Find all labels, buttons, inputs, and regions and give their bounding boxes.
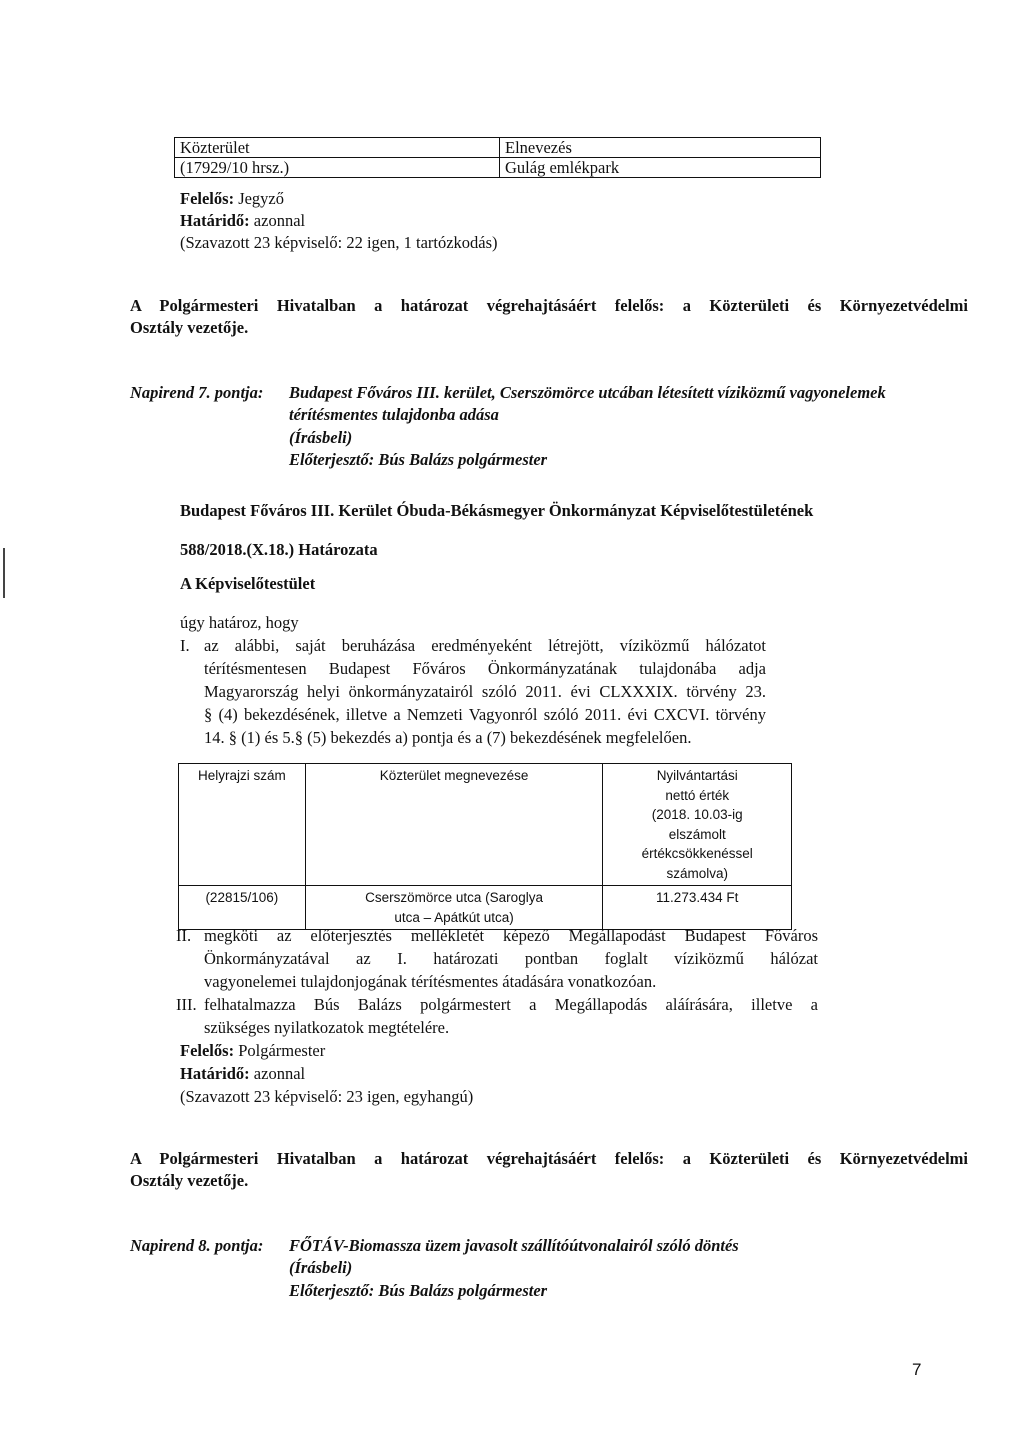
responsible-value: Polgármester	[234, 1041, 326, 1060]
deadline-value: azonnal	[249, 1064, 306, 1083]
table-cell: Gulág emlékpark	[500, 158, 821, 178]
agenda-written: (Írásbeli)	[289, 428, 353, 447]
responsible-label: Felelős:	[180, 1041, 235, 1060]
column-header: Helyrajzi szám	[179, 764, 306, 886]
vote-result: (Szavazott 23 képviselő: 22 igen, 1 tartózkodás)	[180, 233, 498, 252]
table-cell: Elnevezés	[500, 138, 821, 158]
point-1-line: az alábbi, saját beruházása eredményeként létrejött, víziközmű hálózatot	[204, 636, 766, 655]
point-2-line: megköti az előterjesztés mellékletét képező Megállapodást Budapest Főváros	[204, 926, 818, 945]
deadline-line	[180, 211, 305, 231]
deadline-line	[180, 1064, 305, 1084]
point-marker: I.	[180, 636, 190, 655]
agenda-written: (Írásbeli)	[289, 1258, 353, 1277]
page-number: 7	[912, 1360, 922, 1379]
margin-mark	[3, 548, 5, 598]
table-cell: Cserszömörce utca (Saroglya utca – Apátkút utca)	[305, 886, 603, 930]
point-1-line: Magyarország helyi önkormányzatairól szóló 2011. évi CLXXXIX. törvény 23.	[204, 682, 766, 701]
agenda-title-line-1: Budapest Főváros III. kerület, Cserszömörce utcában létesített víziközmű vagyonelemek	[289, 383, 886, 402]
street-name-table	[174, 137, 821, 178]
point-1-line: 14. § (1) és 5.§ (5) bekezdés a) pontja és a (7) bekezdésének megfelelően.	[204, 728, 692, 747]
point-3-line: szükséges nyilatkozatok megtételére.	[204, 1018, 450, 1037]
point-2-line: Önkormányzatával az I. határozati pontban foglalt víziközmű hálózat	[204, 949, 818, 968]
deadline-label: Határidő:	[180, 1064, 250, 1083]
responsible-label: Felelős:	[180, 189, 235, 208]
table-cell: 11.273.434 Ft	[603, 886, 792, 930]
agenda-label: Napirend 8. pontja:	[130, 1236, 264, 1255]
point-3-line: felhatalmazza Bús Balázs polgármestert a Megállapodás aláírására, illetve a	[204, 995, 818, 1014]
table-row	[175, 138, 821, 158]
agenda-presenter: Előterjesztő: Bús Balázs polgármester	[289, 450, 548, 469]
table-row	[179, 886, 792, 930]
decision-number: 588/2018.(X.18.) Határozata	[180, 540, 378, 559]
table-header-row	[179, 764, 792, 886]
table-cell: Közterület	[175, 138, 500, 158]
property-table	[178, 763, 792, 930]
point-1-line: térítésmentesen Budapest Főváros Önkormányzatának tulajdonába adja	[204, 659, 766, 678]
agenda-presenter: Előterjesztő: Bús Balázs polgármester	[289, 1281, 548, 1300]
executor-line-1: A Polgármesteri Hivatalban a határozat végrehajtásáért felelős: a Közterületi és Környezetvédelmi	[130, 1149, 968, 1168]
executor-line-1: A Polgármesteri Hivatalban a határozat végrehajtásáért felelős: a Közterületi és Környezetvédelmi	[130, 296, 968, 315]
deadline-label: Határidő:	[180, 211, 250, 230]
point-1-line: § (4) bekezdésének, illetve a Nemzeti Vagyonról szóló 2011. évi CXCVI. törvény	[204, 705, 766, 724]
agenda-title-line-2: térítésmentes tulajdonba adása	[289, 405, 499, 424]
decision-intro: úgy határoz, hogy	[180, 613, 299, 632]
table-cell: (17929/10 hrsz.)	[175, 158, 500, 178]
deadline-value: azonnal	[249, 211, 306, 230]
point-2-line: vagyonelemei tulajdonjogának térítésmentes átadására vonatkozóan.	[204, 972, 657, 991]
responsible-line	[180, 1041, 325, 1061]
vote-result: (Szavazott 23 képviselő: 23 igen, egyhangú)	[180, 1087, 474, 1106]
council-heading: A Képviselőtestület	[180, 574, 316, 593]
table-cell: (22815/106)	[179, 886, 306, 930]
responsible-value: Jegyző	[234, 189, 285, 208]
agenda-title: FŐTÁV-Biomassza üzem javasolt szállítóútvonalairól szóló döntés	[289, 1236, 739, 1255]
point-marker: III.	[176, 995, 197, 1014]
executor-line-2: Osztály vezetője.	[130, 318, 249, 337]
point-marker: II.	[176, 926, 192, 945]
table-row	[175, 158, 821, 178]
decision-body: Budapest Főváros III. Kerület Óbuda-Békásmegyer Önkormányzat Képviselőtestületének	[180, 501, 814, 520]
column-header: Nyilvántartási nettó érték (2018. 10.03-ig elszámolt értékcsökkenéssel számolva)	[603, 764, 792, 886]
agenda-label: Napirend 7. pontja:	[130, 383, 264, 402]
executor-line-2: Osztály vezetője.	[130, 1171, 249, 1190]
column-header: Közterület megnevezése	[305, 764, 603, 886]
responsible-line	[180, 189, 284, 209]
